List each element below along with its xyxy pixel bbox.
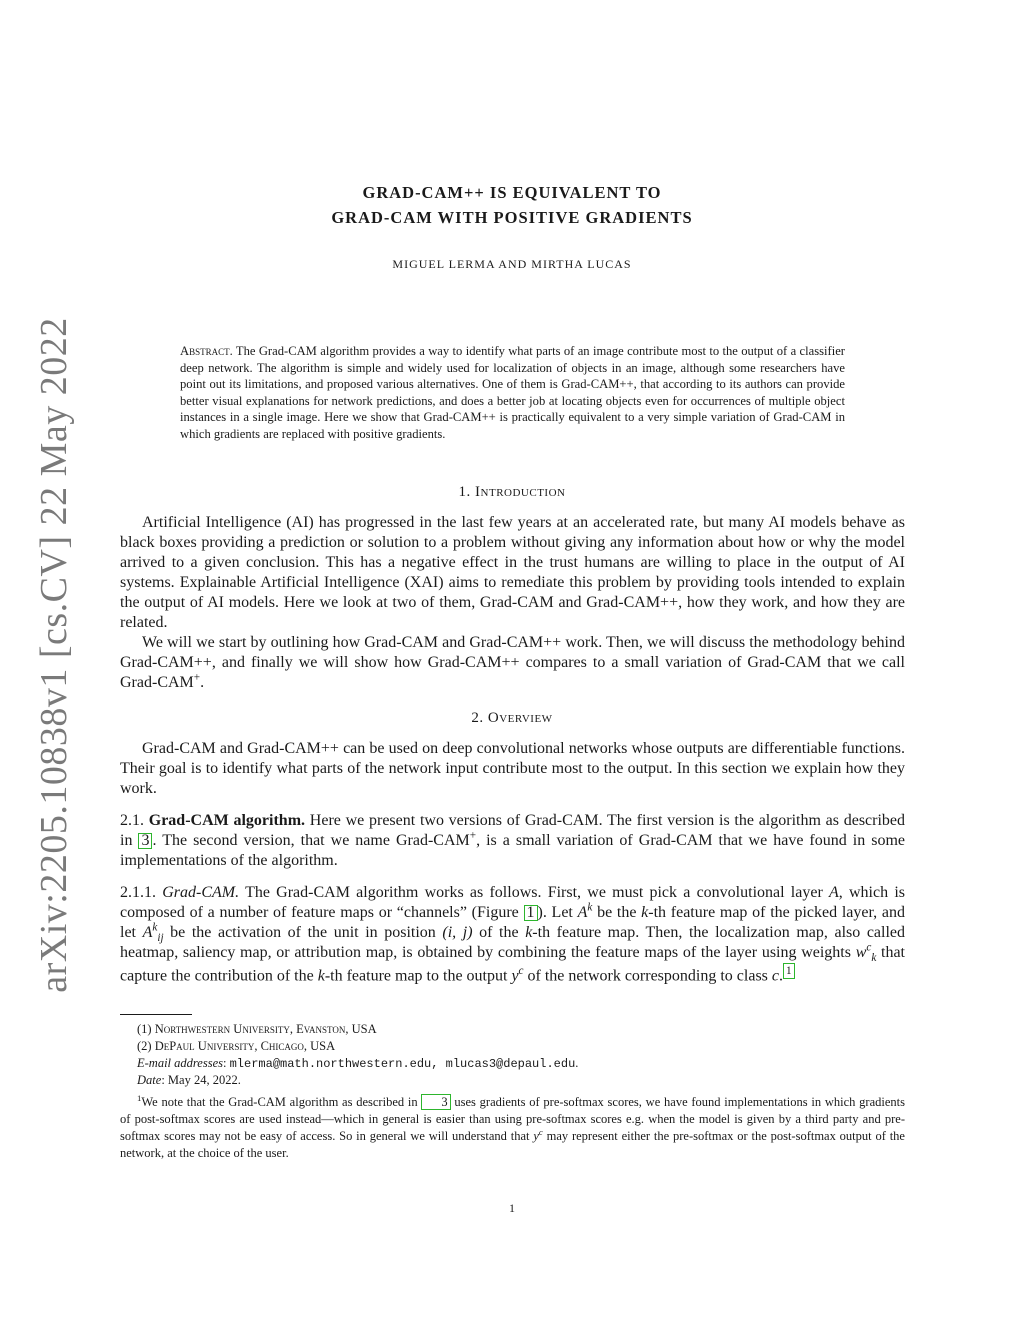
math-var: k [587,901,593,914]
abstract-label: Abstract. [180,344,233,358]
math-var: c [771,967,780,985]
intro-paragraph-2 [120,633,905,693]
sec211-text: be the activation of the unit in position [163,924,443,941]
section-2-heading [0,710,1024,727]
arxiv-identifier: arXiv:2205.10838v1 [cs.CV] 22 May 2022 [33,317,75,993]
email-label: E-mail addresses [137,1056,223,1070]
sec21-superscript: + [469,829,477,842]
math-var: A [829,884,839,901]
sec21-text: Here we present two versions of Grad-CAM. The first version is the algorithm as described in [120,812,906,849]
affiliation-2 [137,1038,905,1054]
sec211-text: -th feature map to the output [324,967,512,985]
sec211-text: of the network corresponding to class [523,967,772,985]
sec21-title: Grad-CAM algorithm. [148,812,306,829]
abstract-text: The Grad-CAM algorithm provides a way to identify what parts of an image contribute most to the output of a classifier deep network. The algorithm is simple and widely used for localization of objects in an image, although some researchers have point out its limitations, and proposed various alternatives. One of them is Grad-CAM++, that according to its authors can provide better visual explanations for network predictions, and does a better job at locating objects even for occurrences of multiple object instances in a single image. Here we show that Grad-CAM++ is practically equivalent to a very simple variation of Grad-CAM in which gradients are replaced with positive gradients. [180,344,845,441]
email-addresses[interactable]: mlerma@math.northwestern.edu, mlucas3@depaul.edu [229,1057,576,1071]
sec21-text: . The second version, that we name Grad-CAM [152,832,470,849]
paper-title [0,180,1024,230]
intro-p2-text: We will we start by outlining how Grad-CAM and Grad-CAM++ work. Then, we will discuss the methodology behind Grad-CAM++, and finally we will show how Grad-CAM++ compares to a small variation of Grad-CAM that we call Grad-CAM [120,634,905,691]
sec211-title: Grad-CAM. [162,884,240,901]
sec211-text: be the [592,904,642,921]
date-line: Date: May 24, 2022. [137,1073,241,1087]
math-var: c [866,941,872,954]
math-var: c [518,965,524,977]
footnote-text: uses gradients of pre-softmax scores, we have found implementations in which gradients of post-softmax scores are used instead—which in general is easier than using pre-softmax scores e.g. when the model is given by a third party and pre-softmax scores may not be easy of access. So in general we will understand that [120,1095,905,1143]
math-var: k [152,921,158,934]
date-label: Date [137,1073,162,1087]
intro-p2-end: . [200,674,205,691]
footnote-link[interactable]: 1 [783,963,795,979]
affiliation-text: (1) Northwestern University, Evanston, USA [137,1022,377,1036]
section-1-title: Introduction [475,484,566,500]
title-line-2: GRAD-CAM WITH POSITIVE GRADIENTS [331,208,693,227]
footnote-1 [120,1094,905,1162]
footnote-divider [120,1014,192,1015]
email-line: E-mail addresses: mlerma@math.northwestern.edu, mlucas3@depaul.edu. [137,1056,579,1071]
sec211-text: The Grad-CAM algorithm works as follows. First, we must pick a convolutional layer [245,884,829,901]
math-var: A [577,904,588,921]
citation-link[interactable]: 3 [421,1094,450,1110]
sec211-text: , which is composed of a number of feature maps or “channels” (Figure [120,884,906,921]
sec211-text: -th feature map. Then, the localization map, also called heatmap, saliency map, or attribution map, is obtained by combining the feature maps of the layer using weights [120,924,906,961]
math-var: (i, j) [442,924,473,941]
sec211-number: 2.1.1. [120,884,156,901]
page-number: 1 [509,1201,515,1215]
sec211-text: -th feature map of the picked layer, and let [120,904,905,941]
affiliation-1 [137,1021,905,1037]
section-2-number: 2. [471,710,484,726]
sec211-text: of the [472,924,526,941]
math-var: k [871,952,877,965]
section-1-number: 1. [458,484,471,500]
authors: MIGUEL LERMA AND MIRTHA LUCAS [392,257,632,271]
footnote-mark: 1 [137,1092,142,1103]
sec21-text: , is a small variation of Grad-CAM that we have found in some implementations of the algorithm. [120,832,906,869]
affiliation-text: (2) DePaul University, Chicago, USA [137,1039,336,1053]
footnote-text: may represent either the pre-softmax or the post-softmax output of the network, at the choice of the user. [120,1129,905,1160]
abstract [180,343,845,442]
sec211-text: that capture the contribution of the [120,944,905,985]
overview-paragraph: Grad-CAM and Grad-CAM++ can be used on deep convolutional networks whose outputs are differentiable functions. Their goal is to identify what parts of the network input contribute most to the output. In this section we explain how they work. [120,740,905,797]
gradcam-subsection-paragraph [120,883,905,986]
footnote-text: We note that the Grad-CAM algorithm as described in [141,1095,422,1109]
math-var: ij [157,932,164,945]
sec211-text: . [779,967,784,985]
math-var: c [538,1126,543,1137]
intro-paragraph-1: Artificial Intelligence (AI) has progressed in the last few years at an accelerated rate, but many AI models behave as black boxes providing a prediction or solution to a problem without giving any information about how or why the model arrived to a given conclusion. This has a negative effect in the trust humans are willing to place in the output of AI systems. Explainable Artificial Intelligence (XAI) aims to remediate this problem by providing tools intended to explain the output of AI models. Here we look at two of them, Grad-CAM and Grad-CAM++, how they work, and how they are related. [120,514,905,631]
gradcam-algorithm-paragraph [120,811,905,871]
citation-link[interactable]: 3 [138,833,152,849]
date-value: May 24, 2022. [167,1073,241,1087]
math-var: y [533,1129,539,1143]
figure-link[interactable]: 1 [524,905,538,921]
title-line-1: GRAD-CAM++ IS EQUIVALENT TO [362,183,662,202]
sec211-text: ). Let [537,904,578,921]
math-var: y [511,967,519,985]
math-var: w [855,944,867,961]
section-2-title: Overview [487,710,553,726]
math-var: k [317,967,325,985]
math-var: k [525,924,533,941]
intro-p2-superscript: + [193,671,201,684]
math-var: A [142,924,153,941]
section-1-heading [0,484,1024,501]
sec21-number: 2.1. [120,812,144,829]
math-var: k [641,904,649,921]
